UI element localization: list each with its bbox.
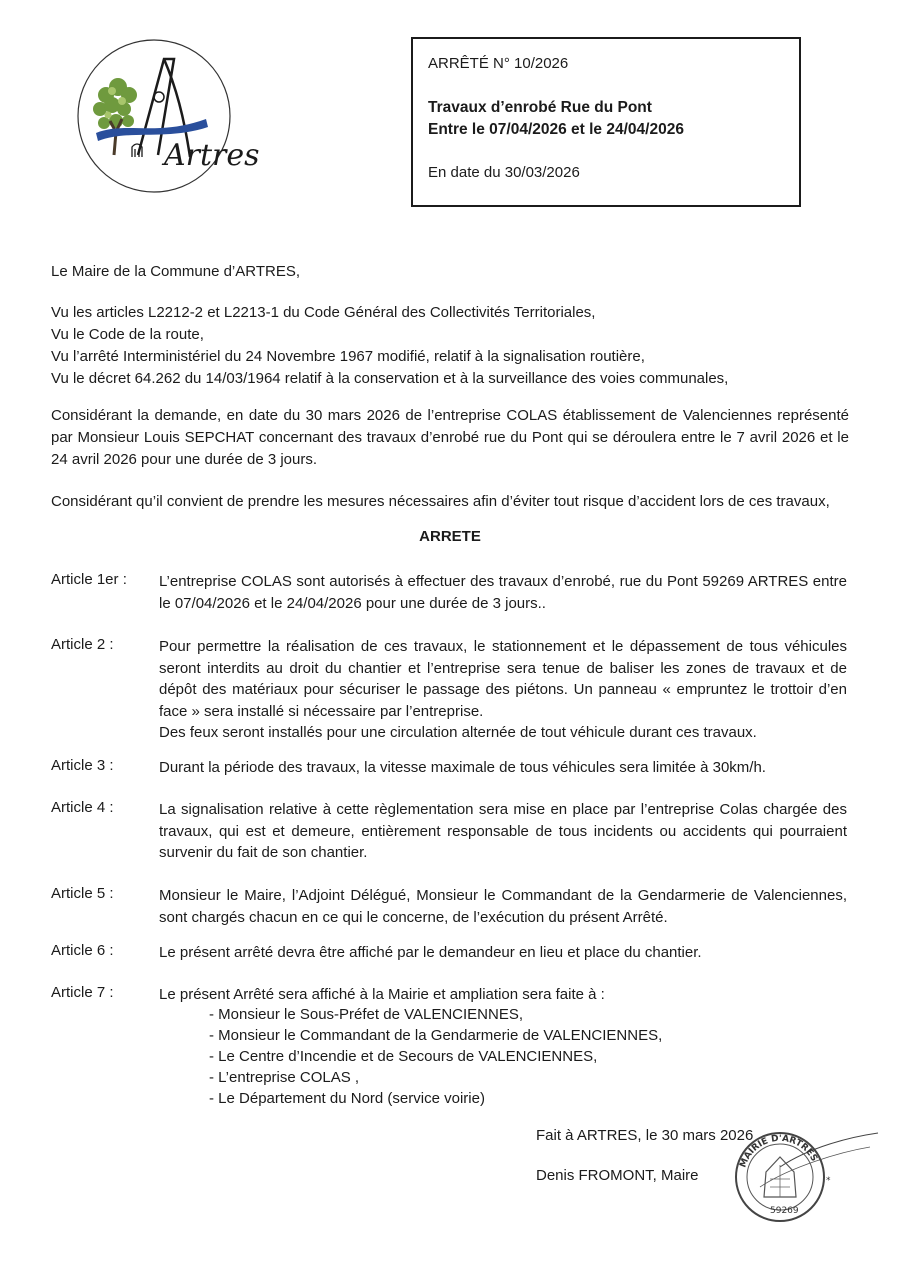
ampliation-item: - Monsieur le Commandant de la Gendarmerie de VALENCIENNES, bbox=[209, 1027, 663, 1044]
mayor-line: Le Maire de la Commune d’ARTRES, bbox=[51, 263, 300, 280]
arrete-heading: ARRETE bbox=[419, 528, 481, 545]
article-3-label: Article 3 : bbox=[51, 757, 114, 774]
article-4-label: Article 4 : bbox=[51, 799, 114, 816]
place-date: Fait à ARTRES, le 30 mars 2026 bbox=[536, 1127, 754, 1144]
considerant-1: Considérant la demande, en date du 30 mars 2026 de l’entreprise COLAS établissement de Valenciennes représenté par Monsieur Louis SEPCHAT concernant des travaux d’enrobé rue du Pont qui se déroulera entre le 7 avril 2026 et le 24 avril 2026 pour une durée de 3 jours. bbox=[51, 407, 849, 468]
article-3-text: Durant la période des travaux, la vitesse maximale de tous véhicules sera limitée à 30km/h. bbox=[159, 759, 766, 776]
svg-text:*: * bbox=[826, 1176, 831, 1186]
title-line-2: Entre le 07/04/2026 et le 24/04/2026 bbox=[428, 121, 684, 138]
signatory-name: Denis FROMONT, Maire bbox=[536, 1167, 699, 1184]
article-6-label: Article 6 : bbox=[51, 942, 114, 959]
vu-item: Vu le Code de la route, bbox=[51, 326, 204, 343]
article-1-label: Article 1er : bbox=[51, 571, 127, 588]
stamp-code: 59269 bbox=[770, 1206, 799, 1216]
mairie-stamp bbox=[730, 1127, 880, 1227]
stamp-text: MAIRIE D'ARTRES bbox=[738, 1133, 819, 1170]
arrete-title-block bbox=[428, 97, 684, 141]
article-5-label: Article 5 : bbox=[51, 885, 114, 902]
article-1-text: L’entreprise COLAS sont autorisés à effectuer des travaux d’enrobé, rue du Pont 59269 ARTRES entre le 07/04/2026 et le 24/04/2026 pour une durée de 3 jours.. bbox=[159, 573, 847, 612]
ampliation-item: - Le Département du Nord (service voirie) bbox=[209, 1090, 485, 1107]
vu-list bbox=[51, 302, 728, 390]
arrete-date: En date du 30/03/2026 bbox=[428, 164, 580, 181]
vu-item: Vu le décret 64.262 du 14/03/1964 relatif à la conservation et à la surveillance des voies communales, bbox=[51, 370, 729, 387]
title-line-1: Travaux d’enrobé Rue du Pont bbox=[428, 99, 652, 116]
ampliation-item: - L’entreprise COLAS , bbox=[209, 1069, 360, 1086]
article-6-text: Le présent arrêté devra être affiché par le demandeur en lieu et place du chantier. bbox=[159, 944, 702, 961]
vu-item: Vu les articles L2212-2 et L2213-1 du Code Général des Collectivités Territoriales, bbox=[51, 304, 596, 321]
article-7-text: Le présent Arrêté sera affiché à la Mairie et ampliation sera faite à : bbox=[159, 986, 605, 1003]
ampliation-item: - Monsieur le Sous-Préfet de VALENCIENNES, bbox=[209, 1006, 524, 1023]
article-2-text: Pour permettre la réalisation de ces travaux, le stationnement et le dépassement de tous véhicules seront interdits au droit du chantier et l’entreprise sera tenue de baliser les zones de travaux et de dépôt des matériaux pour sécuriser le passage des piétons. Un panneau « empruntez le trottoir d’en face » sera installé si nécessaire par l’entreprise. bbox=[159, 638, 847, 720]
article-2-body bbox=[159, 636, 847, 744]
logo-text: Artres bbox=[164, 138, 260, 173]
commune-logo bbox=[66, 37, 260, 195]
vu-item: Vu l’arrêté Interministériel du 24 Novembre 1967 modifié, relatif à la signalisation routière, bbox=[51, 348, 645, 365]
ampliation-item: - Le Centre d’Incendie et de Secours de VALENCIENNES, bbox=[209, 1048, 598, 1065]
article-7-label: Article 7 : bbox=[51, 984, 114, 1001]
article-2-label: Article 2 : bbox=[51, 636, 114, 653]
arrete-number: ARRÊTÉ N° 10/2026 bbox=[428, 55, 569, 72]
svg-text:MAIRIE D'ARTRES bbox=[738, 1134, 819, 1169]
article-4-text: La signalisation relative à cette règlementation sera mise en place par l’entreprise Colas chargée des travaux, qui est et demeure, entièrement responsable de tous incidents ou accidents qui pourraient survenir du fait de son chantier. bbox=[159, 801, 847, 861]
header-box bbox=[411, 37, 801, 207]
article-5-text: Monsieur le Maire, l’Adjoint Délégué, Monsieur le Commandant de la Gendarmerie de Valenciennes, sont chargés chacun en ce qui le concerne, de l’exécution du présent Arrêté. bbox=[159, 887, 847, 926]
considerant-2: Considérant qu’il convient de prendre les mesures nécessaires afin d’éviter tout risque d’accident lors de ces travaux, bbox=[51, 493, 830, 510]
article-2-text-2: Des feux seront installés pour une circulation alternée de tout véhicule durant ces travaux. bbox=[159, 724, 757, 741]
